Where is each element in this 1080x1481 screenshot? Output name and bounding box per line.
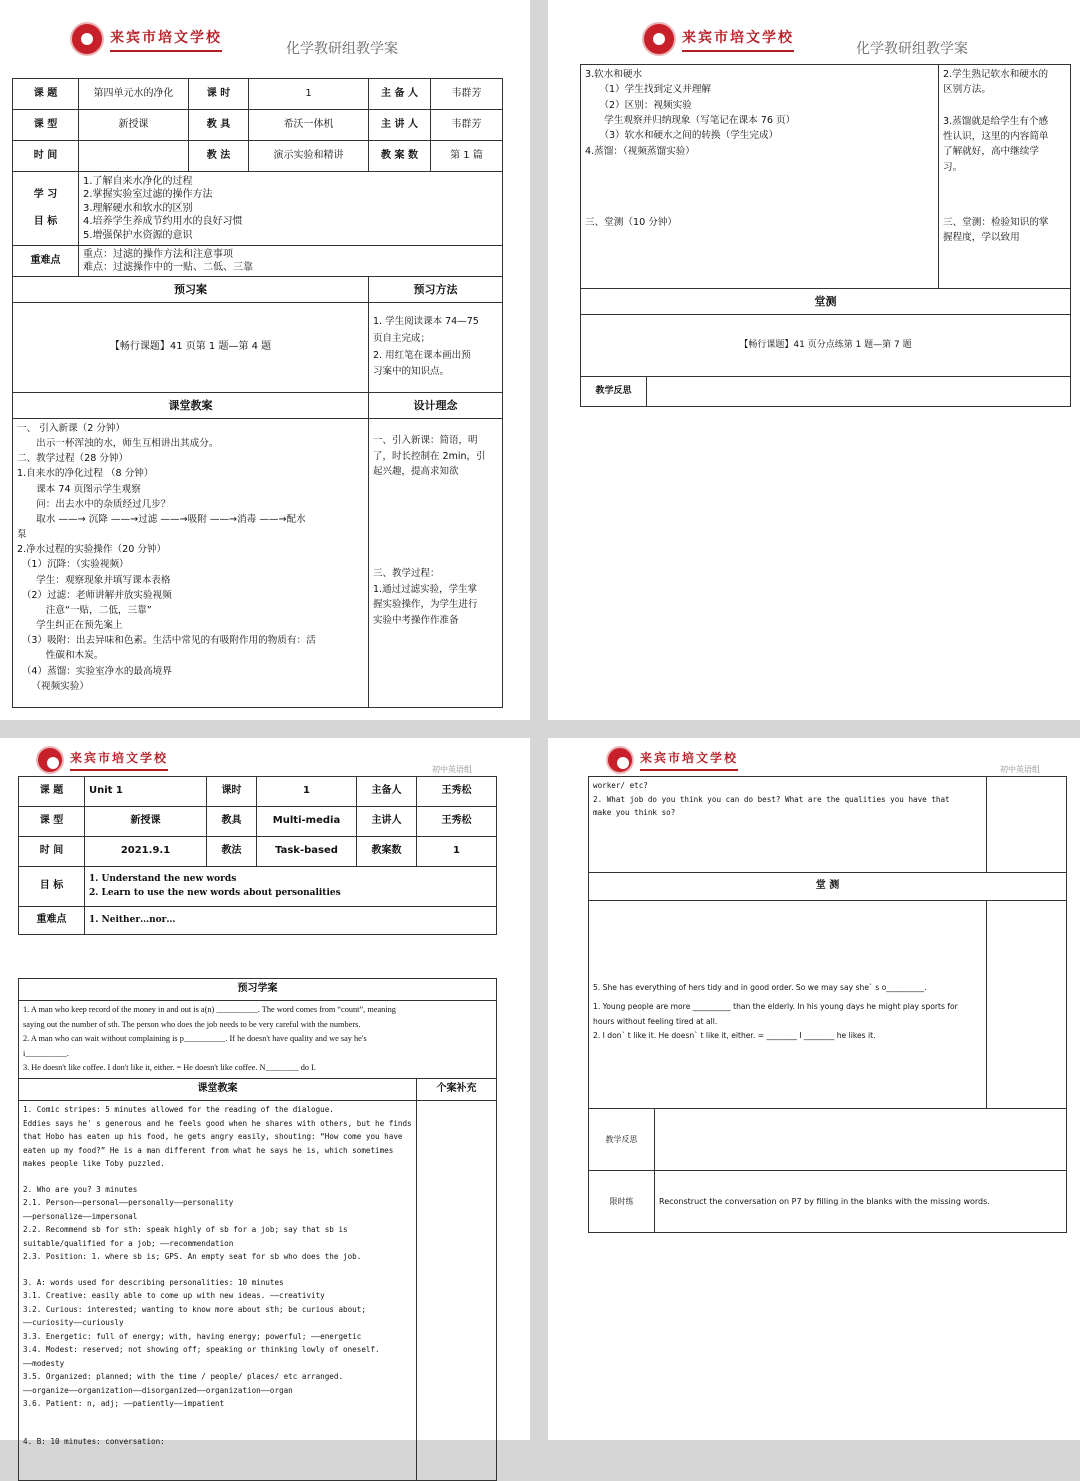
label-goals — [13, 172, 79, 246]
value-lecturer: 王秀松 — [417, 807, 497, 837]
test-content: 【畅行课题】41 页分点练第 1 题—第 7 题 — [581, 315, 1071, 377]
class-line: 3.5. Organized: planned; with the time / people/ places/ etc arranged. — [23, 1372, 344, 1382]
class-line: 3.4. Modest: reserved; not showing off; speaking or thinking lowly of oneself. — [23, 1345, 380, 1355]
test-extra — [987, 901, 1067, 1109]
school-name: 来宾市培文学校 — [110, 27, 222, 52]
class-line: Eddies says he' s generous and he feels good when he shares with others, but he finds — [23, 1118, 412, 1128]
section-test: 堂测 — [581, 289, 1071, 315]
value-prep: 王秀松 — [417, 777, 497, 807]
class-line: 3.1. Creative: easily able to come up with new ideas. ——creativity — [23, 1291, 325, 1301]
key-points: 1. Neither…nor… — [85, 907, 497, 935]
class-line: （1）沉降：（实验视频） — [17, 559, 129, 571]
test-question: 2. I don` t like it. He doesn` t like it, either. = ________ I ________ he likes it. — [593, 1031, 876, 1041]
class-line — [23, 1423, 412, 1435]
class-plan-content — [581, 65, 939, 289]
design-line: 3.蒸馏就是给学生有个感 — [943, 115, 1049, 127]
chemistry-page-1 — [0, 0, 530, 720]
label-time: 时 间 — [19, 837, 85, 867]
class-line: ——curiosity——curiously — [23, 1318, 124, 1328]
class-line: 泵 — [17, 529, 27, 541]
label-time: 时 间 — [13, 141, 79, 172]
label-tools: 教 具 — [189, 110, 249, 141]
goal-item: 3.理解硬水和软水的区别 — [83, 202, 193, 214]
value-topic: Unit 1 — [85, 777, 207, 807]
preview-line: 3. He doesn't like coffee. I don't like it, either. = He doesn't like coffee. N________ do I. — [23, 1063, 316, 1073]
label-timed-practice: 限时练 — [589, 1171, 655, 1233]
school-logo-icon — [36, 746, 64, 774]
goals-list — [79, 172, 503, 246]
label-prep: 主 备 人 — [369, 79, 431, 110]
class-line: （1）学生找到定义并理解 — [585, 84, 712, 96]
school-name: 来宾市培文学校 — [640, 749, 738, 771]
class-line: ——personalize——impersonal — [23, 1211, 138, 1221]
class-line: 学生：观察现象并填写课本表格 — [17, 574, 171, 586]
class-line: worker/ etc? — [593, 781, 648, 790]
label-goals-line2: 目 标 — [33, 215, 58, 227]
chemistry-page-2 — [548, 0, 1080, 720]
label-key: 重难点 — [19, 907, 85, 935]
label-method: 教 法 — [189, 141, 249, 172]
section-class-plan: 课堂教案 — [13, 393, 369, 419]
label-lecturer: 主 讲 人 — [369, 110, 431, 141]
value-count: 1 — [417, 837, 497, 867]
english-plan-table — [18, 776, 497, 935]
label-type: 课 型 — [19, 807, 85, 837]
class-line: 出示一杯浑浊的水，师生互相讲出其成分。 — [17, 438, 219, 450]
label-topic: 课 题 — [13, 79, 79, 110]
preview-line: i__________. — [23, 1048, 69, 1058]
class-line: 3. A: words used for describing personalities: 10 minutes — [23, 1277, 284, 1287]
class-line: 学生纠正在预先案上 — [17, 620, 123, 632]
preview-method-line: 2. 用红笔在课本画出预 — [373, 349, 471, 361]
value-topic: 第四单元水的净化 — [79, 79, 189, 110]
extra-content — [417, 1101, 497, 1481]
class-line: suitable/qualified for a job; ——recommendation — [23, 1238, 234, 1248]
design-line: 实验中考操作作准备 — [373, 615, 459, 627]
class-line: （2）区别：视频实验 — [585, 99, 692, 111]
preview-method-line: 1. 学生阅读课本 74—75 — [373, 316, 479, 328]
section-design: 设计理念 — [369, 393, 503, 419]
key-point: 重点：过滤的操作方法和注意事项 — [83, 249, 233, 260]
value-type: 新授课 — [79, 110, 189, 141]
class-plan-content — [589, 777, 987, 873]
section-extra: 个案补充 — [417, 1079, 497, 1101]
school-header — [36, 746, 168, 774]
value-prep: 韦群芳 — [431, 79, 503, 110]
class-line: 3.3. Energetic: full of energy; with, having energy; powerful; ——energetic — [23, 1331, 362, 1341]
design-line: 三、堂测：检验知识的掌 — [943, 217, 1049, 229]
class-line: 1.自来水的净化过程 （8 分钟） — [17, 468, 154, 480]
design-content — [369, 419, 503, 708]
value-tools: 希沃一体机 — [249, 110, 369, 141]
design-content — [939, 65, 1071, 289]
class-line: 二、教学过程（28 分钟） — [17, 453, 129, 465]
class-line: 3.2. Curious: interested; wanting to know more about sth; be curious about; — [23, 1304, 366, 1314]
english-plan-continued-table — [588, 776, 1067, 1233]
english-plan-detail-table — [18, 978, 497, 1481]
timed-practice-content: Reconstruct the conversation on P7 by filling in the blanks with the missing words. — [655, 1171, 1067, 1233]
goal-item: 4.培养学生养成节约用水的良好习惯 — [83, 216, 243, 228]
design-line: 了，时长控制在 2min，引 — [373, 450, 486, 462]
preview-content — [19, 1001, 497, 1079]
section-test: 堂 测 — [589, 873, 1067, 901]
class-line: 2.2. Recommend sb for sth: speak highly of sb for a job; say that sb is — [23, 1225, 348, 1235]
goals-list — [85, 867, 497, 907]
design-line: 三、教学过程： — [373, 568, 440, 580]
class-line: 3.软水和硬水 — [585, 69, 643, 80]
label-goals-line1: 学 习 — [33, 189, 58, 200]
school-header — [606, 746, 738, 774]
english-page-1 — [0, 738, 530, 1446]
label-topic: 课 题 — [19, 777, 85, 807]
value-method: 演示实验和精讲 — [249, 141, 369, 172]
goal-item: 2.掌握实验室过滤的操作方法 — [83, 189, 213, 201]
class-line: 问：出去水中的杂质经过几步？ — [17, 498, 171, 510]
value-tools: Multi-media — [257, 807, 357, 837]
section-preview-method: 预习方法 — [369, 277, 503, 303]
label-count: 教 案 数 — [369, 141, 431, 172]
design-line: 一、引入新课：简语，明 — [373, 435, 478, 446]
value-method: Task-based — [257, 837, 357, 867]
class-line: （3）软水和硬水之间的转换（学生完成） — [585, 130, 779, 142]
class-line: 2. What job do you think you can do best? What are the qualities you have that — [593, 794, 950, 804]
value-lecturer: 韦群芳 — [431, 110, 503, 141]
class-line: 2. Who are you? 3 minutes — [23, 1184, 138, 1194]
label-reflection: 教学反思 — [589, 1109, 655, 1171]
class-line: 1. Comic stripes: 5 minutes allowed for the reading of the dialogue. — [23, 1105, 334, 1114]
school-logo-icon — [606, 746, 634, 774]
class-line: ——modesty — [23, 1358, 65, 1368]
class-line: makes people like Toby puzzled. — [23, 1159, 165, 1169]
class-line: 课本 74 页图示学生观察 — [17, 483, 141, 495]
class-line: （2）过滤：老师讲解并放实验视频 — [17, 589, 172, 601]
test-question: 1. Young people are more __________ than the elderly. In his young days he might play sports for — [593, 1001, 958, 1011]
design-line: 2.学生熟记软水和硬水的 — [943, 69, 1049, 80]
value-period: 1 — [249, 79, 369, 110]
value-period: 1 — [257, 777, 357, 807]
class-line: 性碳和木炭。 — [17, 650, 104, 662]
label-method: 教法 — [207, 837, 257, 867]
class-line: eaten up my food?” He is a man different from what he says he is, which sometimes — [23, 1145, 394, 1155]
school-logo-icon — [642, 22, 676, 56]
lesson-plan-table — [12, 78, 503, 708]
class-line — [23, 1171, 412, 1183]
label-lecturer: 主讲人 — [357, 807, 417, 837]
value-time: 2021.9.1 — [85, 837, 207, 867]
reflection-content — [655, 1109, 1067, 1171]
preview-method-line: 习案中的知识点。 — [373, 366, 450, 378]
section-preview: 预习案 — [13, 277, 369, 303]
class-line: 学生观察并归纳现象（写笔记在课本 76 页） — [585, 115, 796, 127]
class-line — [23, 1411, 412, 1423]
page-subtitle: 初中英语组 — [1000, 765, 1040, 774]
class-line: 一、 引入新课（2 分钟） — [17, 423, 126, 434]
school-header — [70, 22, 222, 56]
label-goals: 目 标 — [19, 867, 85, 907]
class-line: that Hobo has eaten up his food, he gets angry easily, shouting: “How come you have — [23, 1132, 403, 1142]
page-subtitle: 化学教研组教学案 — [286, 41, 398, 57]
section-class-plan: 课堂教案 — [19, 1079, 417, 1101]
extra-content — [987, 777, 1067, 873]
test-question: hours without feeling tired at all. — [593, 1016, 718, 1026]
value-type: 新授课 — [85, 807, 207, 837]
section-preview: 预习学案 — [19, 979, 497, 1001]
label-type: 课 型 — [13, 110, 79, 141]
class-line: 3.6. Patient: n, adj; ——patiently——impatient — [23, 1399, 225, 1409]
english-page-2 — [548, 738, 1080, 1440]
key-point: 难点：过滤操作中的一贴、二低、三靠 — [83, 262, 253, 273]
class-line: 三、堂测（10 分钟） — [585, 217, 678, 229]
goal-item: 5.增强保护水资源的意识 — [83, 229, 193, 241]
design-line: 习。 — [943, 161, 963, 173]
class-line — [23, 1264, 412, 1276]
design-line: 1.通过过滤实验，学生掌 — [373, 583, 478, 595]
school-name: 来宾市培文学校 — [682, 27, 794, 52]
preview-content: 【畅行课题】41 页第 1 题—第 4 题 — [13, 303, 369, 393]
class-line: （4）蒸馏：实验室净水的最高境界 — [17, 665, 172, 677]
value-count: 第 1 篇 — [431, 141, 503, 172]
design-line: 起兴趣，提高求知欲 — [373, 466, 459, 478]
design-line: 握程度，学以致用 — [943, 232, 1020, 244]
class-line: （3）吸附：出去异味和色素。生活中常见的有吸附作用的物质有：活 — [17, 635, 316, 647]
key-points — [79, 246, 503, 277]
label-prep: 主备人 — [357, 777, 417, 807]
class-line: 2.净水过程的实验操作（20 分钟） — [17, 544, 167, 556]
goal-item: 2. Learn to use the new words about personalities — [89, 887, 341, 898]
class-line: 取水 ——→ 沉降 ——→过滤 ——→吸附 ——→消毒 ——→配水 — [17, 513, 306, 525]
class-line: 注意“一贴，二低，三靠” — [17, 604, 152, 616]
school-header — [642, 22, 794, 56]
class-line: 2.1. Person——personal——personally——personality — [23, 1198, 234, 1208]
page-subtitle: 化学教研组教学案 — [856, 41, 968, 57]
label-period: 课 时 — [189, 79, 249, 110]
design-line: 了解就好，高中继续学 — [943, 146, 1039, 158]
class-plan-content — [13, 419, 369, 708]
class-line: make you think so? — [593, 808, 676, 818]
value-time — [79, 141, 189, 172]
class-line: 4. B: 10 minutes: conversation: — [23, 1436, 165, 1446]
preview-line: 1. A man who keep record of the money in and out is a(n) __________. The word comes from “count”, meaning — [23, 1005, 396, 1015]
class-line: （视频实验） — [17, 680, 89, 692]
class-line: ——organize——organization——disorganized——organization——organ — [23, 1385, 293, 1395]
label-reflection: 教学反思 — [581, 377, 647, 407]
class-plan-content — [19, 1101, 417, 1481]
label-key: 重难点 — [13, 246, 79, 277]
label-period: 课时 — [207, 777, 257, 807]
school-logo-icon — [70, 22, 104, 56]
design-line: 握实验操作，为学生进行 — [373, 599, 478, 611]
goal-item: 1.了解自来水净化的过程 — [83, 175, 193, 187]
class-line: 2.3. Position: 1. where sb is; GPS. An empty seat for sb who does the job. — [23, 1252, 362, 1262]
label-count: 教案数 — [357, 837, 417, 867]
goal-item: 1. Understand the new words — [89, 874, 237, 885]
page-subtitle: 初中英语组 — [432, 765, 472, 774]
preview-line: 2. A man who can wait without complaining is p__________. If he doesn't have quality and we say he's — [23, 1034, 367, 1044]
preview-method-content — [369, 303, 503, 393]
reflection-content — [647, 377, 1071, 407]
lesson-plan-continued-table — [580, 64, 1071, 407]
school-name: 来宾市培文学校 — [70, 749, 168, 771]
class-line: 4.蒸馏：（视频蒸馏实验） — [585, 145, 695, 157]
preview-line: saying out the number of sth. The person who does the job needs to be very careful with the numbers. — [23, 1019, 361, 1029]
label-tools: 教具 — [207, 807, 257, 837]
preview-method-line: 页自主完成； — [373, 332, 431, 344]
test-question: 5. She has everything of hers tidy and in good order. So we may say she` s o__________. — [593, 983, 927, 992]
design-line: 性认识，这里的内容简单 — [943, 131, 1049, 143]
design-line: 区别方法。 — [943, 84, 991, 96]
test-content — [589, 901, 987, 1109]
